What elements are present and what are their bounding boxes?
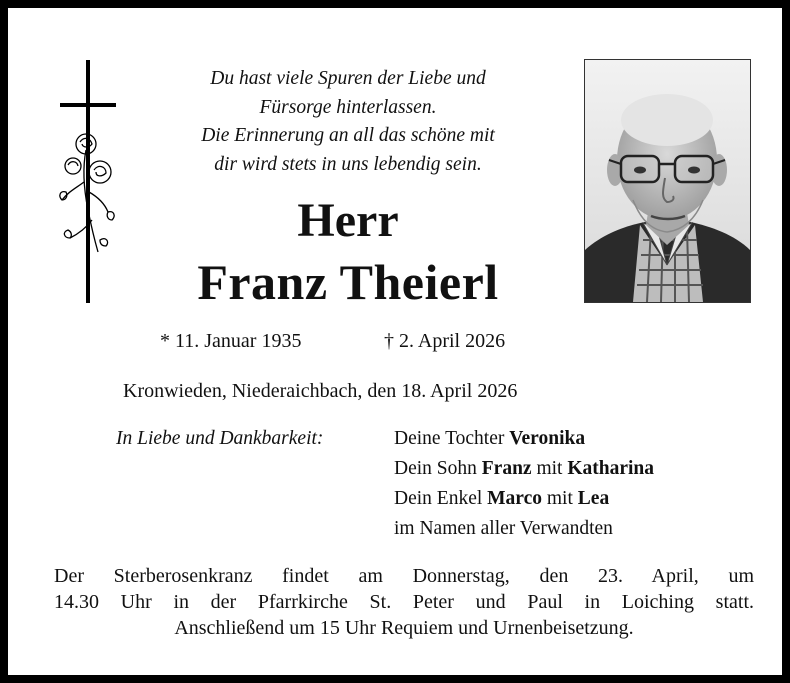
salutation: Herr xyxy=(297,194,399,247)
cross-icon-bar xyxy=(60,103,116,107)
verse xyxy=(148,65,548,179)
mourner-line xyxy=(394,454,654,484)
portrait-image xyxy=(585,60,750,302)
death-date: † 2. April 2026 xyxy=(384,330,506,352)
mourners-list xyxy=(394,424,654,544)
portrait-photo xyxy=(584,59,751,303)
mourner-line xyxy=(394,424,654,454)
relation-text: Dein Sohn xyxy=(394,458,482,479)
verse-line: Die Erinnerung an all das schöne mit xyxy=(201,125,495,146)
notice-line: 14.30 Uhr in der Pfarrkirche St. Peter und Paul in Loiching statt. xyxy=(54,591,754,613)
birth-date: * 11. Januar 1935 xyxy=(160,330,302,352)
verse-line: dir wird stets in uns lebendig sein. xyxy=(214,153,482,175)
relation-text: mit xyxy=(542,488,578,509)
relative-name: Franz xyxy=(481,458,532,479)
relation-text: im Namen aller Verwandten xyxy=(394,518,613,539)
deceased-name: Franz Theierl xyxy=(197,254,499,310)
relative-name: Veronika xyxy=(509,428,586,449)
relation-text: Dein Enkel xyxy=(394,488,488,509)
verse-line: Du hast viele Spuren der Liebe und xyxy=(210,68,486,89)
relative-name: Marco xyxy=(487,488,543,509)
notice-line: Der Sterberosenkranz findet am Donnerstag, den 23. April, um xyxy=(54,565,754,587)
relative-name: Lea xyxy=(577,488,610,509)
mourner-line xyxy=(394,514,654,544)
dedication-label: In Liebe und Dankbarkeit: xyxy=(116,428,324,449)
service-notice xyxy=(54,563,754,641)
relation-text: Deine Tochter xyxy=(394,428,510,449)
mourner-line xyxy=(394,484,654,514)
rose-branch-icon xyxy=(56,130,118,256)
relation-text: mit xyxy=(531,458,568,479)
place-and-date: Kronwieden, Niederaichbach, den 18. April 2026 xyxy=(123,380,518,402)
verse-line: Fürsorge hinterlassen. xyxy=(259,96,437,118)
notice-line: Anschließend um 15 Uhr Requiem und Urnenbeisetzung. xyxy=(174,617,634,639)
relative-name: Katharina xyxy=(567,458,655,479)
